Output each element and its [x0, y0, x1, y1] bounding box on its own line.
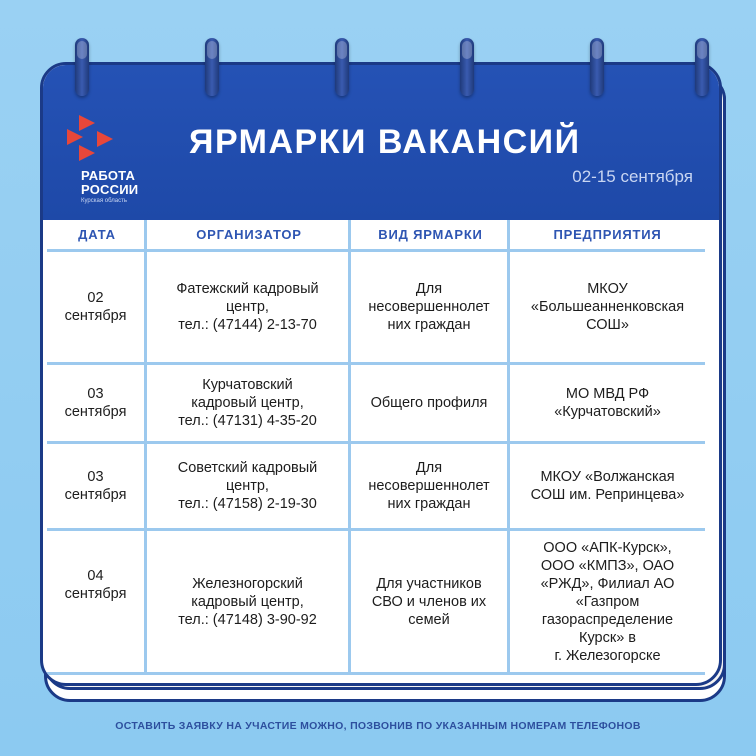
- calendar-header: [43, 65, 719, 220]
- calendar-card: [40, 62, 722, 686]
- grid-divider: [47, 672, 705, 675]
- table-cell-companies: МКОУ «Большеанненковская СОШ»: [530, 281, 685, 333]
- date-range: 02-15 сентября: [572, 167, 693, 186]
- table-cell-date: 03 сентября: [64, 469, 127, 503]
- binder-ring: [75, 38, 89, 96]
- brand-region: Курская область: [81, 198, 127, 204]
- binder-ring: [460, 38, 474, 96]
- table-cell-type: Для несовершеннолет них граждан: [368, 460, 490, 512]
- binder-ring: [335, 38, 349, 96]
- table-cell-type: Для участников СВО и членов их семей: [371, 575, 487, 628]
- table-cell-date: 04 сентября: [64, 567, 127, 602]
- table-cell-companies: МКОУ «Волжанская СОШ им. Репринцева»: [530, 469, 685, 503]
- table-cell-date: 02 сентября: [64, 290, 127, 324]
- column-header-companies: ПРЕДПРИЯТИЯ: [553, 227, 662, 242]
- binder-ring: [695, 38, 709, 96]
- brand-line-1: РАБОТА: [81, 168, 136, 183]
- table-cell-type: Для несовершеннолет них граждан: [368, 281, 490, 333]
- table-cell-companies: ООО «АПК-Курск», ООО «КМПЗ», ОАО «РЖД», Филиал АО «Газпром газораспределение Курск» в г. Железогорске: [540, 539, 675, 664]
- page-title: ЯРМАРКИ ВАКАНСИЙ: [189, 123, 581, 161]
- brand-line-2: РОССИИ: [81, 182, 139, 197]
- table-cell-organizer: Фатежский кадровый центр, тел.: (47144) 2-13-70: [176, 281, 319, 333]
- table-cell-organizer: Советский кадровый центр, тел.: (47158) 2-19-30: [177, 460, 318, 512]
- table-cell-type: Общего профиля: [370, 395, 488, 411]
- rabota-rossii-logo-icon: [65, 113, 135, 173]
- binder-ring: [205, 38, 219, 96]
- column-header-date: ДАТА: [78, 227, 116, 242]
- column-header-type: ВИД ЯРМАРКИ: [378, 227, 483, 242]
- column-header-organizer: ОРГАНИЗАТОР: [196, 227, 302, 242]
- binder-ring: [590, 38, 604, 96]
- table-cell-companies: МО МВД РФ «Курчатовский»: [554, 386, 661, 420]
- table-cell-organizer: Курчатовский кадровый центр, тел.: (47131) 4-35-20: [178, 377, 317, 429]
- table-cell-organizer: Железногорский кадровый центр, тел.: (47148) 3-90-92: [178, 575, 317, 628]
- table-cell-date: 03 сентября: [64, 386, 127, 420]
- footer-note: ОСТАВИТЬ ЗАЯВКУ НА УЧАСТИЕ МОЖНО, ПОЗВОНИВ ПО УКАЗАННЫМ НОМЕРАМ ТЕЛЕФОНОВ: [115, 720, 641, 732]
